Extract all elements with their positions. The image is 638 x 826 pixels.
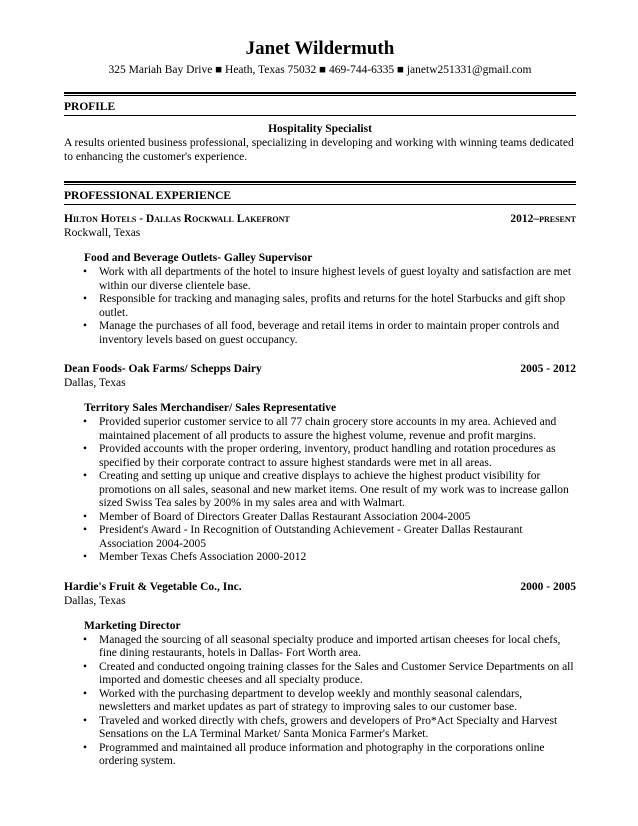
job-company: Hardie's Fruit & Vegetable Co., Inc. xyxy=(64,580,242,593)
list-item: • Programmed and maintained all produce information and photography in the corporations online ordering system. xyxy=(99,742,576,769)
list-item: • President's Award - In Recognition of Outstanding Achievement - Greater Dallas Restaurant Association 2004-2005 xyxy=(99,524,576,551)
job-location: Dallas, Texas xyxy=(64,594,126,607)
list-item: • Member of Board of Directors Greater Dallas Restaurant Association 2004-2005 xyxy=(99,511,576,525)
profile-summary: A results oriented business professional, specializing in developing and working with winning teams dedicated to enhancing the customer's experience. xyxy=(64,137,574,163)
profile-title: Hospitality Specialist xyxy=(268,123,372,135)
candidate-name: Janet Wildermuth xyxy=(245,38,395,59)
job-dates: 2005 - 2012 xyxy=(520,363,576,375)
list-item: • Manage the purchases of all food, beverage and retail items in order to maintain proper controls and inventory levels based on guest occupancy. xyxy=(99,320,576,347)
job-bullet-list xyxy=(64,416,576,565)
job-role: Territory Sales Merchandiser/ Sales Representative xyxy=(84,402,337,414)
list-item: • Provided accounts with the proper ordering, inventory, product handling and rotation procedures as specified by their corporate contract to assure highest standards were met in all areas. xyxy=(99,443,576,470)
job-role: Marketing Director xyxy=(84,619,181,632)
job-header xyxy=(64,362,576,376)
section-underline-experience xyxy=(64,204,576,205)
section-rule-experience xyxy=(64,181,576,185)
section-heading-experience: PROFESSIONAL EXPERIENCE xyxy=(64,190,232,202)
section-rule-profile xyxy=(64,92,576,96)
job-location: Rockwall, Texas xyxy=(64,227,141,239)
section-underline-profile xyxy=(64,115,576,116)
job-header xyxy=(64,580,576,594)
section-heading-profile: PROFILE xyxy=(64,101,116,113)
list-item: • Traveled and worked directly with chefs, growers and developers of Pro*Act Specialty and Harvest Sensations on the LA Terminal Market/ Santa Monica Farmer's Market. xyxy=(99,715,576,742)
job-header xyxy=(64,212,576,226)
list-item: • Provided superior customer service to all 77 chain grocery store accounts in my area. Achieved and maintained placement of all products to assure the highest volume, revenue and profit margins. xyxy=(99,416,576,443)
list-item: • Managed the sourcing of all seasonal specialty produce and imported artisan cheeses for local chefs, fine dining restaurants, hotels in Dallas- Fort Worth area. xyxy=(99,634,576,661)
list-item: • Responsible for tracking and managing sales, profits and returns for the hotel Starbucks and gift shop outlet. xyxy=(99,293,576,320)
job-bullet-list xyxy=(64,266,576,347)
job-company: Hilton Hotels - Dallas Rockwall Lakefront xyxy=(64,213,290,225)
job-dates: 2012–present xyxy=(510,213,576,225)
list-item: • Member Texas Chefs Association 2000-2012 xyxy=(99,551,576,565)
job-bullet-list xyxy=(64,634,576,769)
list-item: • Creating and setting up unique and creative displays to achieve the highest product visibility for promotions on all sales, seasonal and new market items. One result of my work was to increase gallon sized Swiss Tea sales by 200% in my sales area and with Walmart. xyxy=(99,470,576,511)
list-item: • Work with all departments of the hotel to insure highest levels of guest loyalty and satisfaction are met within our diverse clientele base. xyxy=(99,266,576,293)
resume-page xyxy=(64,38,576,769)
job-company: Dean Foods- Oak Farms/ Schepps Dairy xyxy=(64,363,262,375)
job-role: Food and Beverage Outlets- Galley Supervisor xyxy=(84,252,313,264)
list-item: • Worked with the purchasing department to develop weekly and monthly seasonal calendars, newsletters and market updates as part of strategy to improving sales to our customer base. xyxy=(99,688,576,715)
job-location: Dallas, Texas xyxy=(64,377,126,389)
contact-line: 325 Mariah Bay Drive ■ Heath, Texas 75032 ■ 469-744-6335 ■ janetw251331@gmail.com xyxy=(108,64,532,76)
list-item: • Created and conducted ongoing training classes for the Sales and Customer Service Departments on all imported and domestic cheeses and all specialty produce. xyxy=(99,661,576,688)
job-dates: 2000 - 2005 xyxy=(520,580,576,593)
